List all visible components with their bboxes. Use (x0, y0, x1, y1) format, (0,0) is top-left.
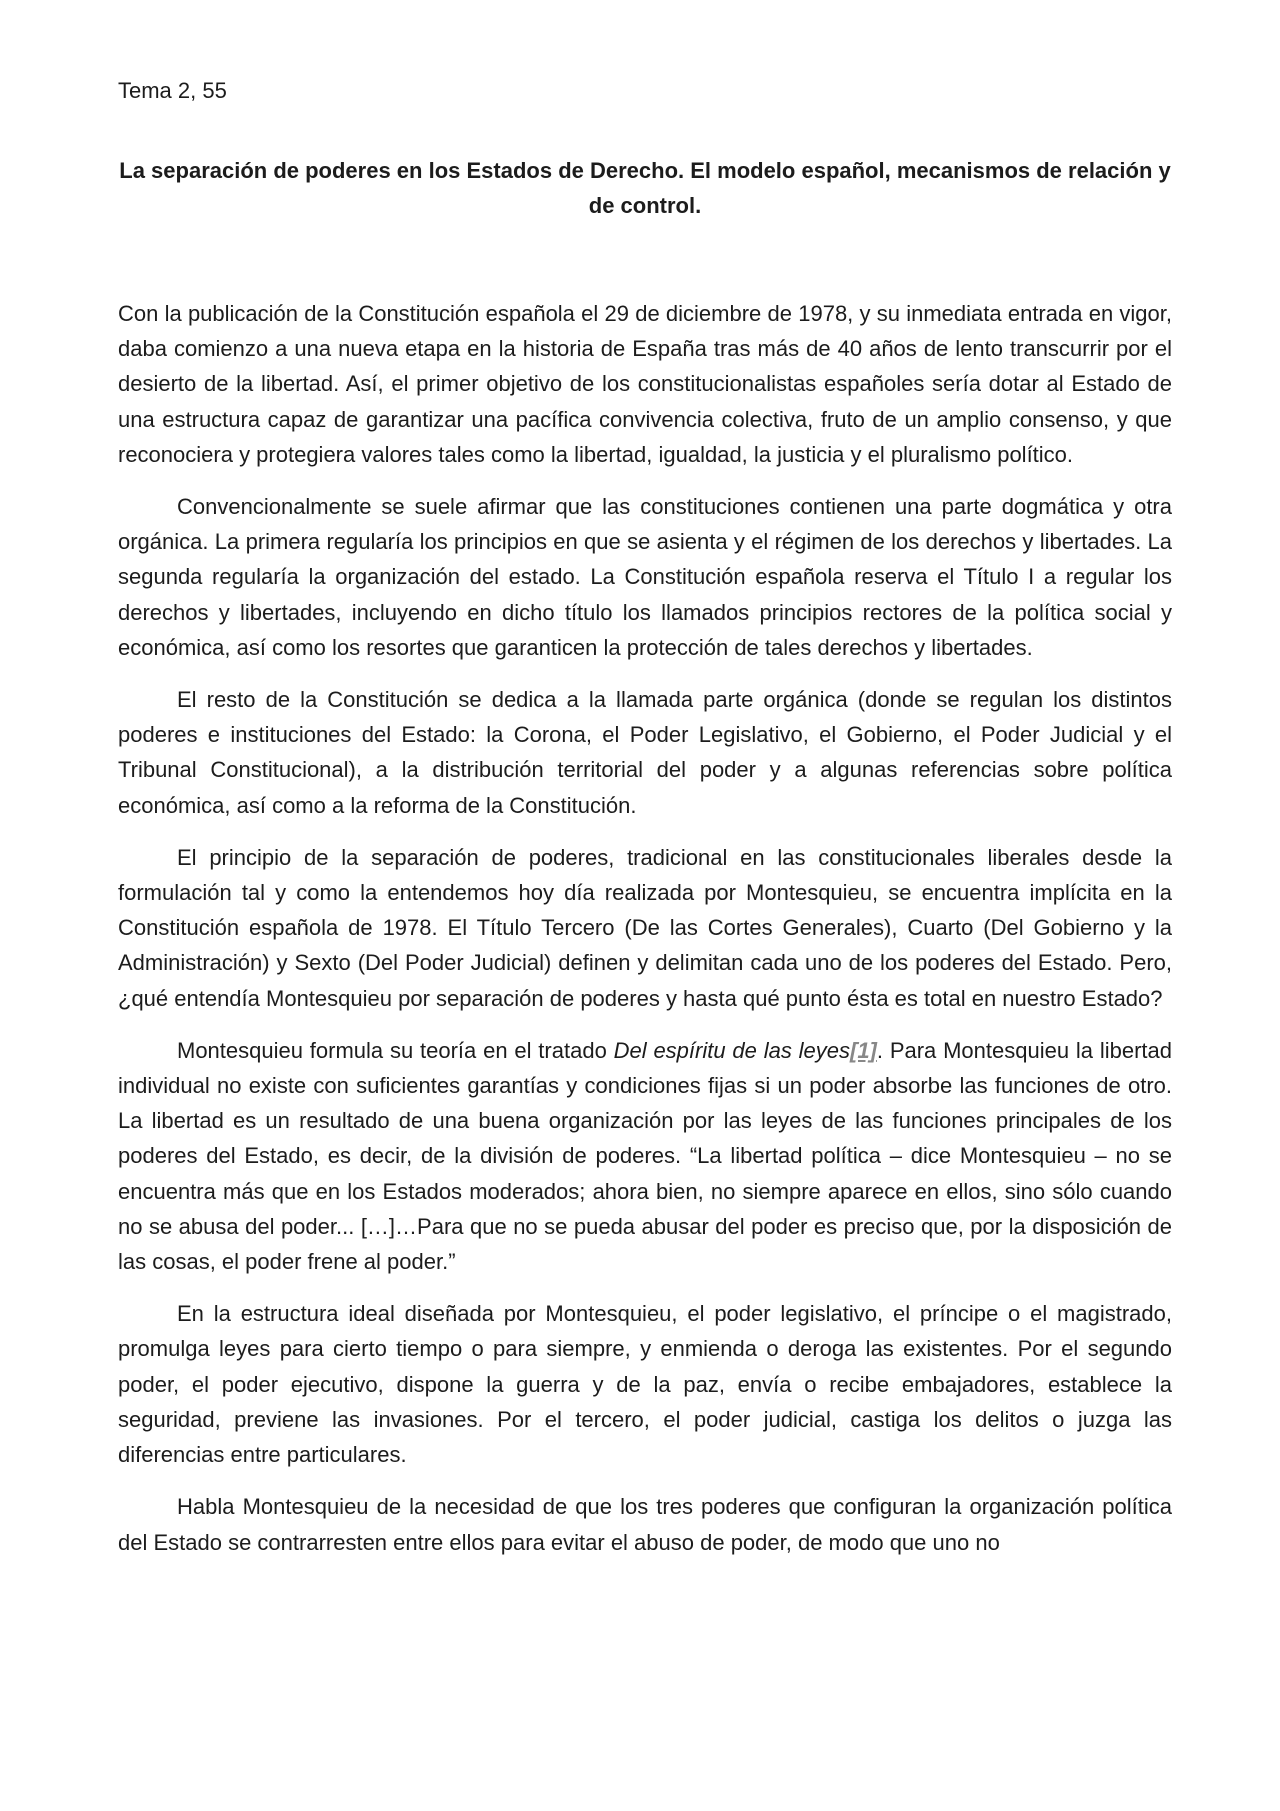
document-title: La separación de poderes en los Estados de Derecho. El modelo español, mecanismos de relación y de control. (119, 158, 1171, 218)
footnote-link[interactable]: [1] (850, 1037, 877, 1063)
paragraph-2: Convencionalmente se suele afirmar que las constituciones contienen una parte dogmática y otra orgánica. La primera regularía los principios en que se asienta y el régimen de los derechos y libertades. La segunda regularía la organización del estado. La Constitución española reserva el Título I a regular los derechos y libertades, incluyendo en dicho título los llamados principios rectores de la política social y económica, así como los resortes que garanticen la protección de tales derechos y libertades. (118, 494, 1172, 660)
paragraph-4: El principio de la separación de poderes, tradicional en las constitucionales liberales desde la formulación tal y como la entendemos hoy día realizada por Montesquieu, se encuentra implícita en la Constitución española de 1978. El Título Tercero (De las Cortes Generales), Cuarto (Del Gobierno y la Administración) y Sexto (Del Poder Judicial) definen y delimitan cada uno de los poderes del Estado. Pero, ¿qué entendía Montesquieu por separación de poderes y hasta qué punto ésta es total en nuestro Estado? (118, 844, 1172, 1011)
book-title: Del espíritu de las leyes (613, 1037, 850, 1063)
paragraph-5-text-start: Montesquieu formula su teoría en el tratado (177, 1037, 614, 1063)
paragraph-1: Con la publicación de la Constitución española el 29 de diciembre de 1978, y su inmediata entrada en vigor, daba comienzo a una nueva etapa en la historia de España tras más de 40 años de lento transcurrir por el desierto de la libertad. Así, el primer objetivo de los constitucionalistas españoles sería dotar al Estado de una estructura capaz de garantizar una pacífica convivencia colectiva, fruto de un amplio consenso, y que reconociera y protegiera valores tales como la libertad, igualdad, la justicia y el pluralismo político. (118, 301, 1172, 467)
document-body (118, 296, 1172, 1577)
page-header: Tema 2, 55 (118, 78, 227, 103)
paragraph-5 (118, 1033, 1172, 1279)
paragraph-3: El resto de la Constitución se dedica a la llamada parte orgánica (donde se regulan los distintos poderes e instituciones del Estado: la Corona, el Poder Legislativo, el Gobierno, el Poder Judicial y el Tribunal Constitucional), a la distribución territorial del poder y a algunas referencias sobre política económica, así como a la reforma de la Constitución. (118, 687, 1172, 818)
paragraph-6: En la estructura ideal diseñada por Montesquieu, el poder legislativo, el príncipe o el magistrado, promulga leyes para cierto tiempo o para siempre, y enmienda o deroga las existentes. Por el segundo poder, el poder ejecutivo, dispone la guerra y de la paz, envía o recibe embajadores, establece la seguridad, previene las invasiones. Por el tercero, el poder judicial, castiga los delitos o juzga las diferencias entre particulares. (118, 1301, 1172, 1468)
paragraph-7: Habla Montesquieu de la necesidad de que los tres poderes que configuran la organización política del Estado se contrarresten entre ellos para evitar el abuso de poder, de modo que uno no (118, 1494, 1172, 1555)
paragraph-5-text-end: . Para Montesquieu la libertad individual no existe con suficientes garantías y condiciones fijas si un poder absorbe las funciones de otro. La libertad es un resultado de una buena organización por las leyes de las funciones principales de los poderes del Estado, es decir, de la división de poderes. “La libertad política – dice Montesquieu – no se encuentra más que en los Estados moderados; ahora bien, no siempre aparece en ellos, sino sólo cuando no se abusa del poder... […]…Para que no se pueda abusar del poder es preciso que, por la disposición de las cosas, el poder frene al poder.” (118, 1037, 1172, 1275)
